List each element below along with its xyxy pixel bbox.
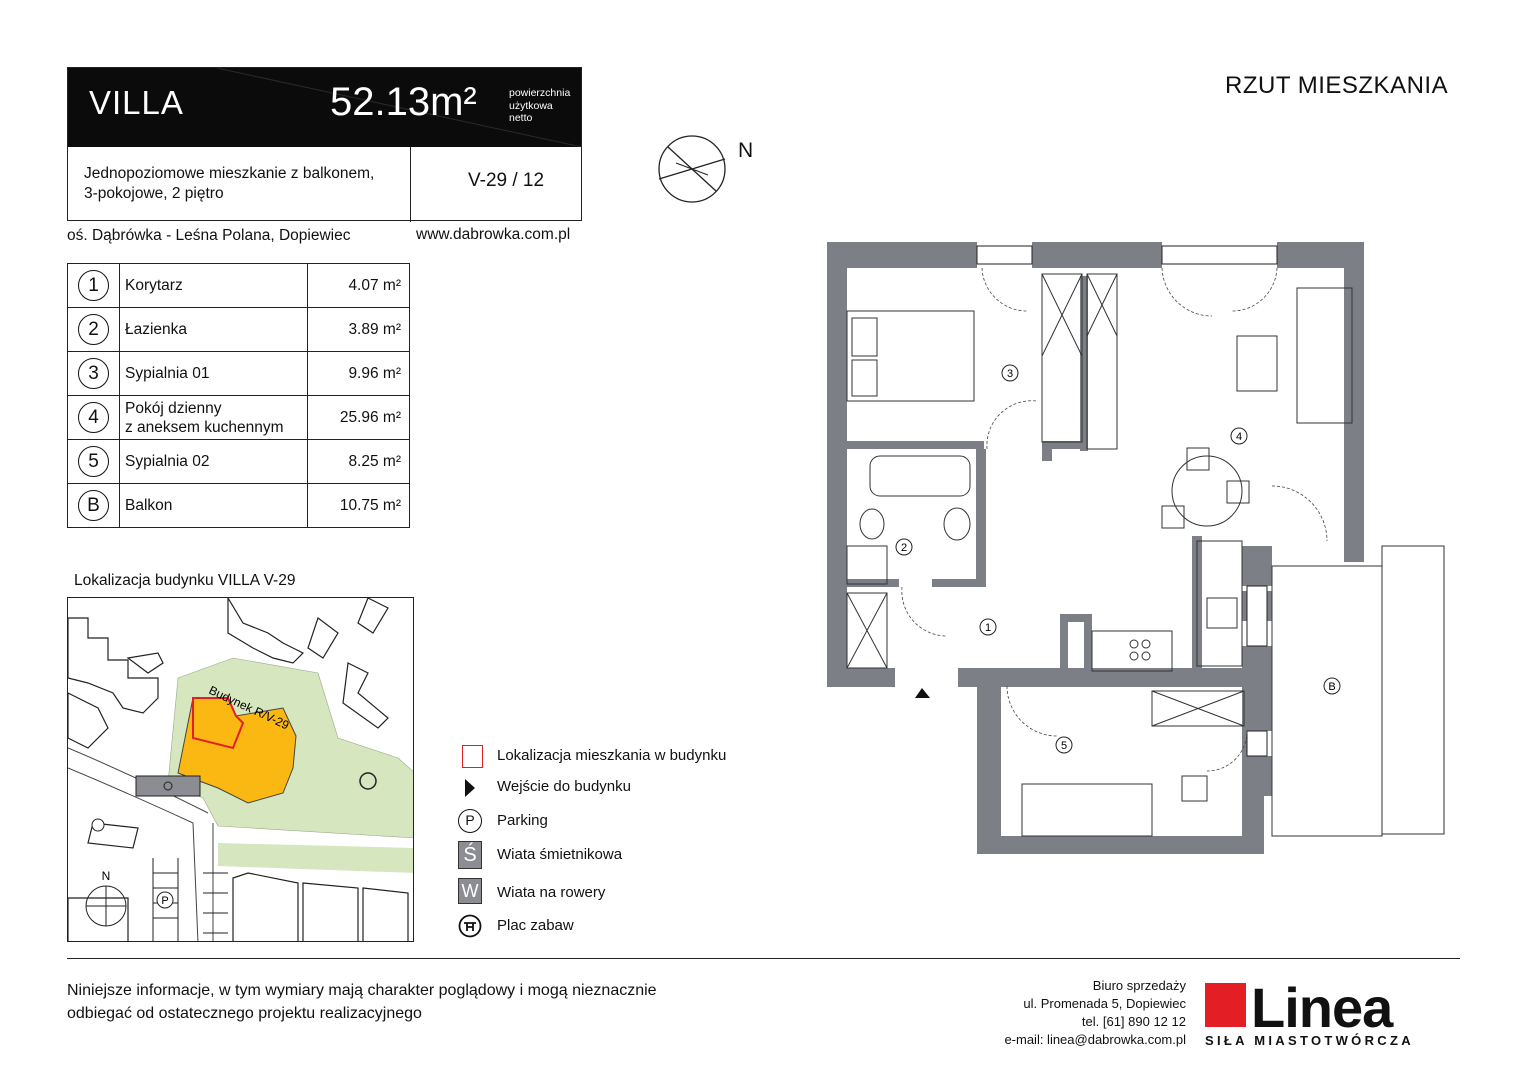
entrance-arrow [915, 688, 930, 698]
legend-label: Wiata śmietnikowa [497, 846, 623, 863]
playground-icon [458, 914, 482, 938]
room-number-badge: B [78, 490, 109, 521]
red-outline-square-icon [462, 745, 483, 768]
room-number-badge: 1 [78, 270, 109, 301]
compass-icon [656, 133, 728, 205]
room-name [120, 396, 308, 440]
description-line: Jednopoziomowe mieszkanie z balkonem, [84, 165, 375, 182]
room-name: Korytarz [120, 264, 308, 308]
apartment-description [84, 164, 374, 204]
disclaimer [67, 979, 767, 1025]
bike-shelter-icon: W [458, 878, 482, 904]
room-name: Łazienka [120, 308, 308, 352]
floor-plan [822, 236, 1450, 856]
trash-shelter-icon: Ś [458, 841, 482, 869]
header-divider [410, 147, 411, 222]
disclaimer-line: Niniejsze informacje, w tym wymiary mają charakter poglądowy i mogą nieznacznie [67, 982, 657, 999]
legend-label: Lokalizacja mieszkania w budynku [497, 747, 727, 764]
building-name: VILLA [89, 84, 184, 121]
description-line: 3-pokojowe, 2 piętro [84, 185, 224, 202]
room-label-3: 3 [1006, 368, 1014, 380]
legend-label: Wiata na rowery [497, 884, 606, 901]
room-area: 8.25 m² [308, 440, 410, 484]
table-row [68, 352, 410, 396]
room-name-line: Pokój dzienny [125, 399, 222, 417]
room-number-badge: 2 [78, 314, 109, 345]
room-label-2: 2 [900, 542, 908, 554]
room-label-b: B [1328, 681, 1336, 693]
room-label-5: 5 [1060, 740, 1068, 752]
table-row [68, 440, 410, 484]
parking-icon: P [458, 809, 482, 833]
footer-divider [67, 958, 1460, 959]
room-name: Balkon [120, 484, 308, 528]
room-area: 3.89 m² [308, 308, 410, 352]
room-area: 10.75 m² [308, 484, 410, 528]
room-number-badge: 3 [78, 358, 109, 389]
room-labels [896, 365, 1340, 753]
apartment-area: 52.13m² [330, 80, 477, 124]
website-link[interactable]: www.dabrowka.com.pl [416, 226, 571, 243]
room-area: 9.96 m² [308, 352, 410, 396]
svg-text:P: P [161, 895, 169, 907]
table-row [68, 484, 410, 528]
logo-text: Linea [1251, 981, 1393, 1039]
office-address: ul. Promenada 5, Dopiewiec [1023, 996, 1186, 1011]
north-label: N [738, 139, 754, 162]
location-map-title: Lokalizacja budynku VILLA V-29 [74, 572, 296, 589]
legend-label: Plac zabaw [497, 917, 574, 934]
area-note-line: powierzchnia [509, 87, 571, 99]
entrance-arrow-icon [458, 776, 482, 800]
room-name: Sypialnia 02 [120, 440, 308, 484]
legend-label: Parking [497, 812, 548, 829]
area-note-line: netto [509, 112, 533, 124]
room-name-line: z aneksem kuchennym [125, 418, 284, 436]
area-note [509, 87, 570, 125]
plan-title: RZUT MIESZKANIA [1225, 72, 1449, 99]
disclaimer-line: odbiegać od ostatecznego projektu realizacyjnego [67, 1005, 422, 1022]
room-area: 25.96 m² [308, 396, 410, 440]
apartment-code: V-29 / 12 [468, 170, 545, 191]
room-label-4: 4 [1235, 431, 1243, 443]
green-strip [218, 843, 414, 873]
site-plan-drawing [68, 598, 414, 942]
bike-shelter [136, 776, 200, 796]
office-phone: tel. [61] 890 12 12 [1081, 1014, 1186, 1029]
room-label-1: 1 [984, 622, 992, 634]
map-north-label: N [101, 869, 111, 883]
room-area: 4.07 m² [308, 264, 410, 308]
room-number-badge: 4 [78, 402, 109, 433]
room-number-badge: 5 [78, 446, 109, 477]
sales-office [930, 977, 1186, 1049]
estate-location: oś. Dąbrówka - Leśna Polana, Dopiewiec [67, 227, 351, 244]
legend-label: Wejście do budynku [497, 778, 631, 795]
building-label: Budynek R/V-29 [206, 683, 292, 733]
rooms-table [67, 263, 410, 528]
area-note-line: użytkowa [509, 99, 553, 112]
table-row [68, 308, 410, 352]
apartment-header [67, 67, 582, 221]
room-name: Sypialnia 01 [120, 352, 308, 396]
logo-subtitle: SIŁA MIASTOTWÓRCZA [1205, 1033, 1414, 1048]
table-row [68, 264, 410, 308]
table-row [68, 396, 410, 440]
office-title: Biuro sprzedaży [1092, 978, 1186, 993]
office-email[interactable]: e-mail: linea@dabrowka.com.pl [1004, 1032, 1186, 1047]
location-map [67, 597, 414, 942]
